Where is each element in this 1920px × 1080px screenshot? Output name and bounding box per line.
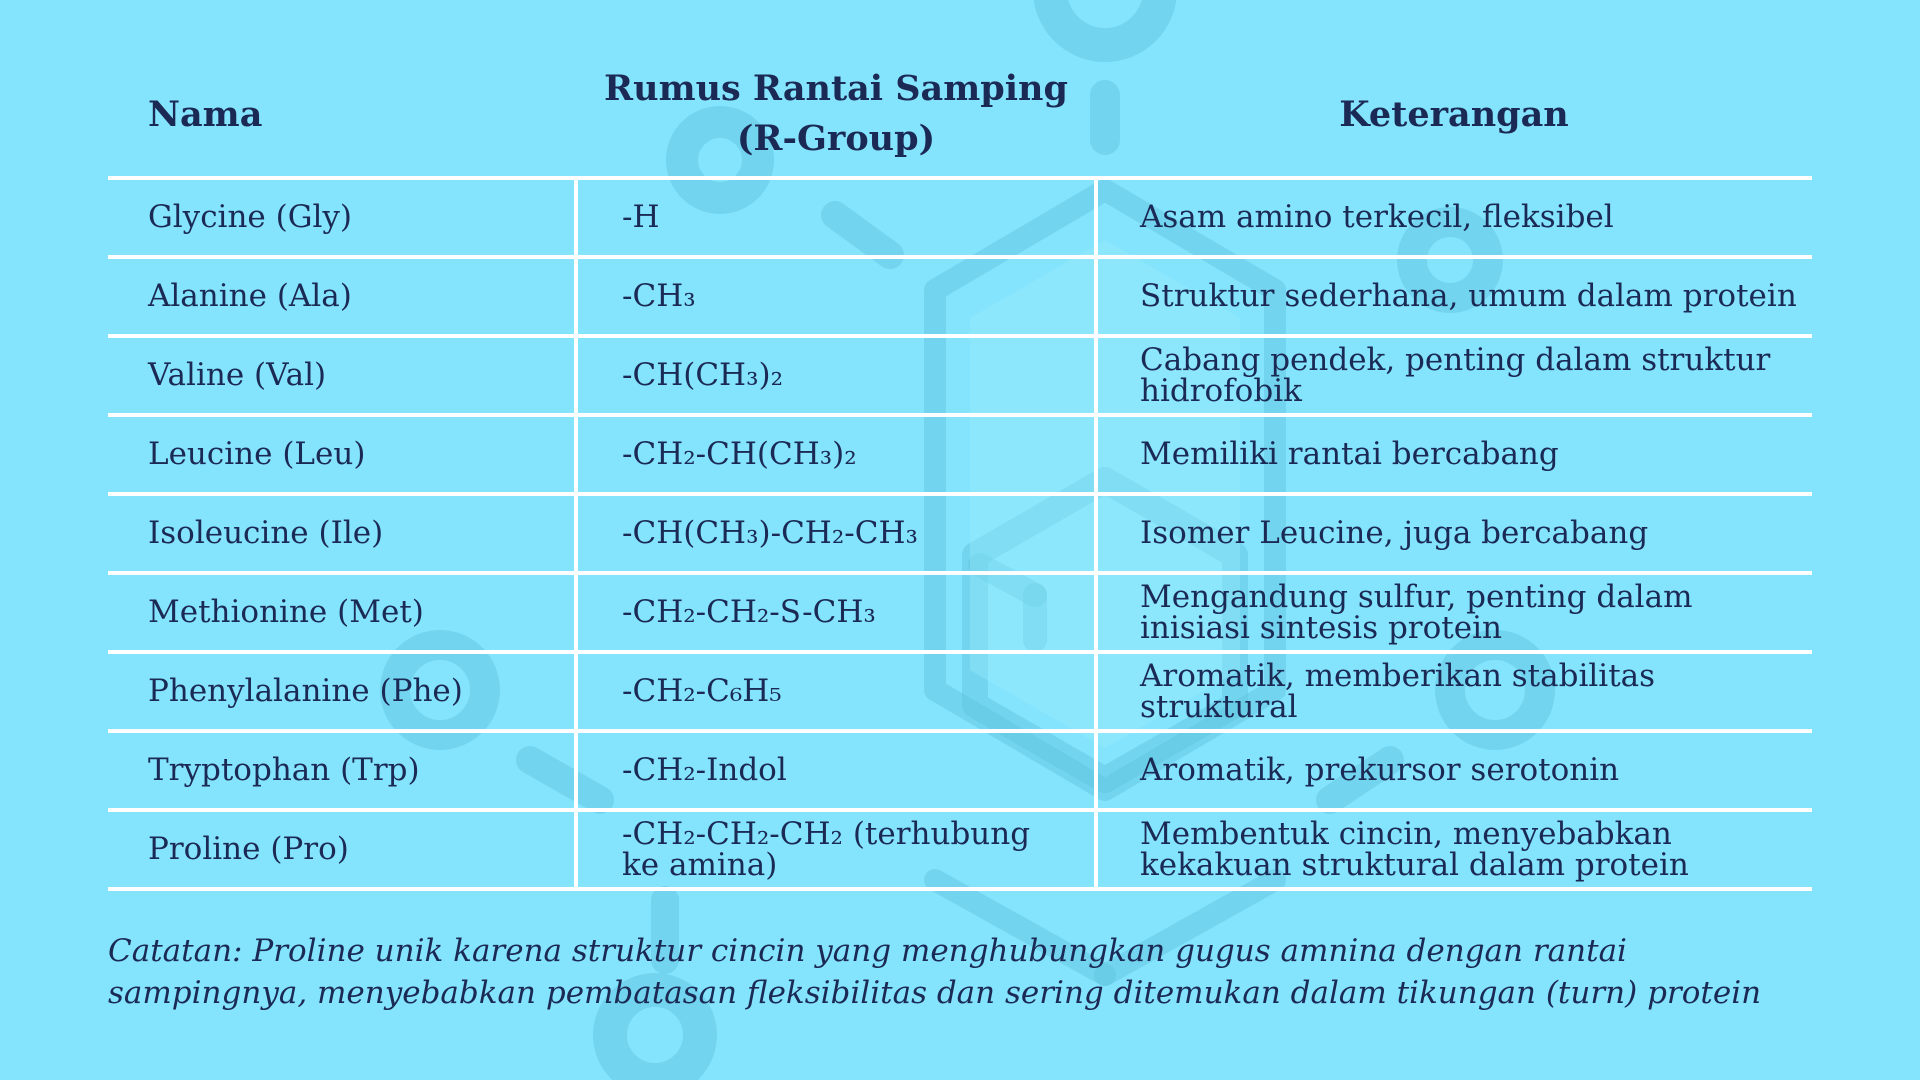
cell-name: Isoleucine (Ile) (108, 494, 576, 573)
cell-formula: -CH₂-CH(CH₃)₂ (576, 415, 1096, 494)
header-row (108, 52, 1812, 178)
cell-formula: -CH₃ (576, 257, 1096, 336)
cell-description: Mengandung sulfur, penting dalam inisiasi sintesis protein (1096, 573, 1812, 652)
header-description: Keterangan (1096, 52, 1812, 178)
cell-description: Isomer Leucine, juga bercabang (1096, 494, 1812, 573)
cell-description: Struktur sederhana, umum dalam protein (1096, 257, 1812, 336)
table-row (108, 573, 1812, 652)
footnote: Catatan: Proline unik karena struktur cincin yang menghubungkan gugus amnina dengan rantai sampingnya, menyebabkan pembatasan fleksibilitas dan sering ditemukan dalam tikungan (turn) protein (108, 933, 1762, 1011)
table-row (108, 336, 1812, 415)
cell-formula: -CH₂-CH₂-S-CH₃ (576, 573, 1096, 652)
cell-description: Aromatik, prekursor serotonin (1096, 731, 1812, 810)
cell-description: Cabang pendek, penting dalam struktur hidrofobik (1096, 336, 1812, 415)
header-formula-line1: Rumus Rantai Samping (604, 68, 1068, 109)
table-row (108, 810, 1812, 889)
table-header (108, 52, 1812, 178)
cell-name: Leucine (Leu) (108, 415, 576, 494)
cell-description: Aromatik, memberikan stabilitas struktural (1096, 652, 1812, 731)
amino-acid-table (108, 52, 1812, 891)
cell-name: Glycine (Gly) (108, 178, 576, 257)
cell-description: Membentuk cincin, menyebabkan kekakuan struktural dalam protein (1096, 810, 1812, 889)
table-row (108, 652, 1812, 731)
cell-formula: -CH₂-Indol (576, 731, 1096, 810)
header-formula-line2: (R-Group) (736, 118, 936, 159)
cell-formula: -CH(CH₃)-CH₂-CH₃ (576, 494, 1096, 573)
header-formula (576, 52, 1096, 178)
cell-formula: -CH₂-C₆H₅ (576, 652, 1096, 731)
header-name: Nama (108, 52, 576, 178)
cell-name: Proline (Pro) (108, 810, 576, 889)
cell-name: Phenylalanine (Phe) (108, 652, 576, 731)
table-row (108, 415, 1812, 494)
cell-name: Methionine (Met) (108, 573, 576, 652)
cell-formula: -CH(CH₃)₂ (576, 336, 1096, 415)
cell-formula: -CH₂-CH₂-CH₂ (terhubung ke amina) (576, 810, 1096, 889)
cell-name: Tryptophan (Trp) (108, 731, 576, 810)
table-row (108, 178, 1812, 257)
table-body (108, 178, 1812, 889)
cell-name: Valine (Val) (108, 336, 576, 415)
cell-formula: -H (576, 178, 1096, 257)
cell-description: Memiliki rantai bercabang (1096, 415, 1812, 494)
table-row (108, 494, 1812, 573)
table-row (108, 731, 1812, 810)
cell-name: Alanine (Ala) (108, 257, 576, 336)
cell-description: Asam amino terkecil, fleksibel (1096, 178, 1812, 257)
table-row (108, 257, 1812, 336)
